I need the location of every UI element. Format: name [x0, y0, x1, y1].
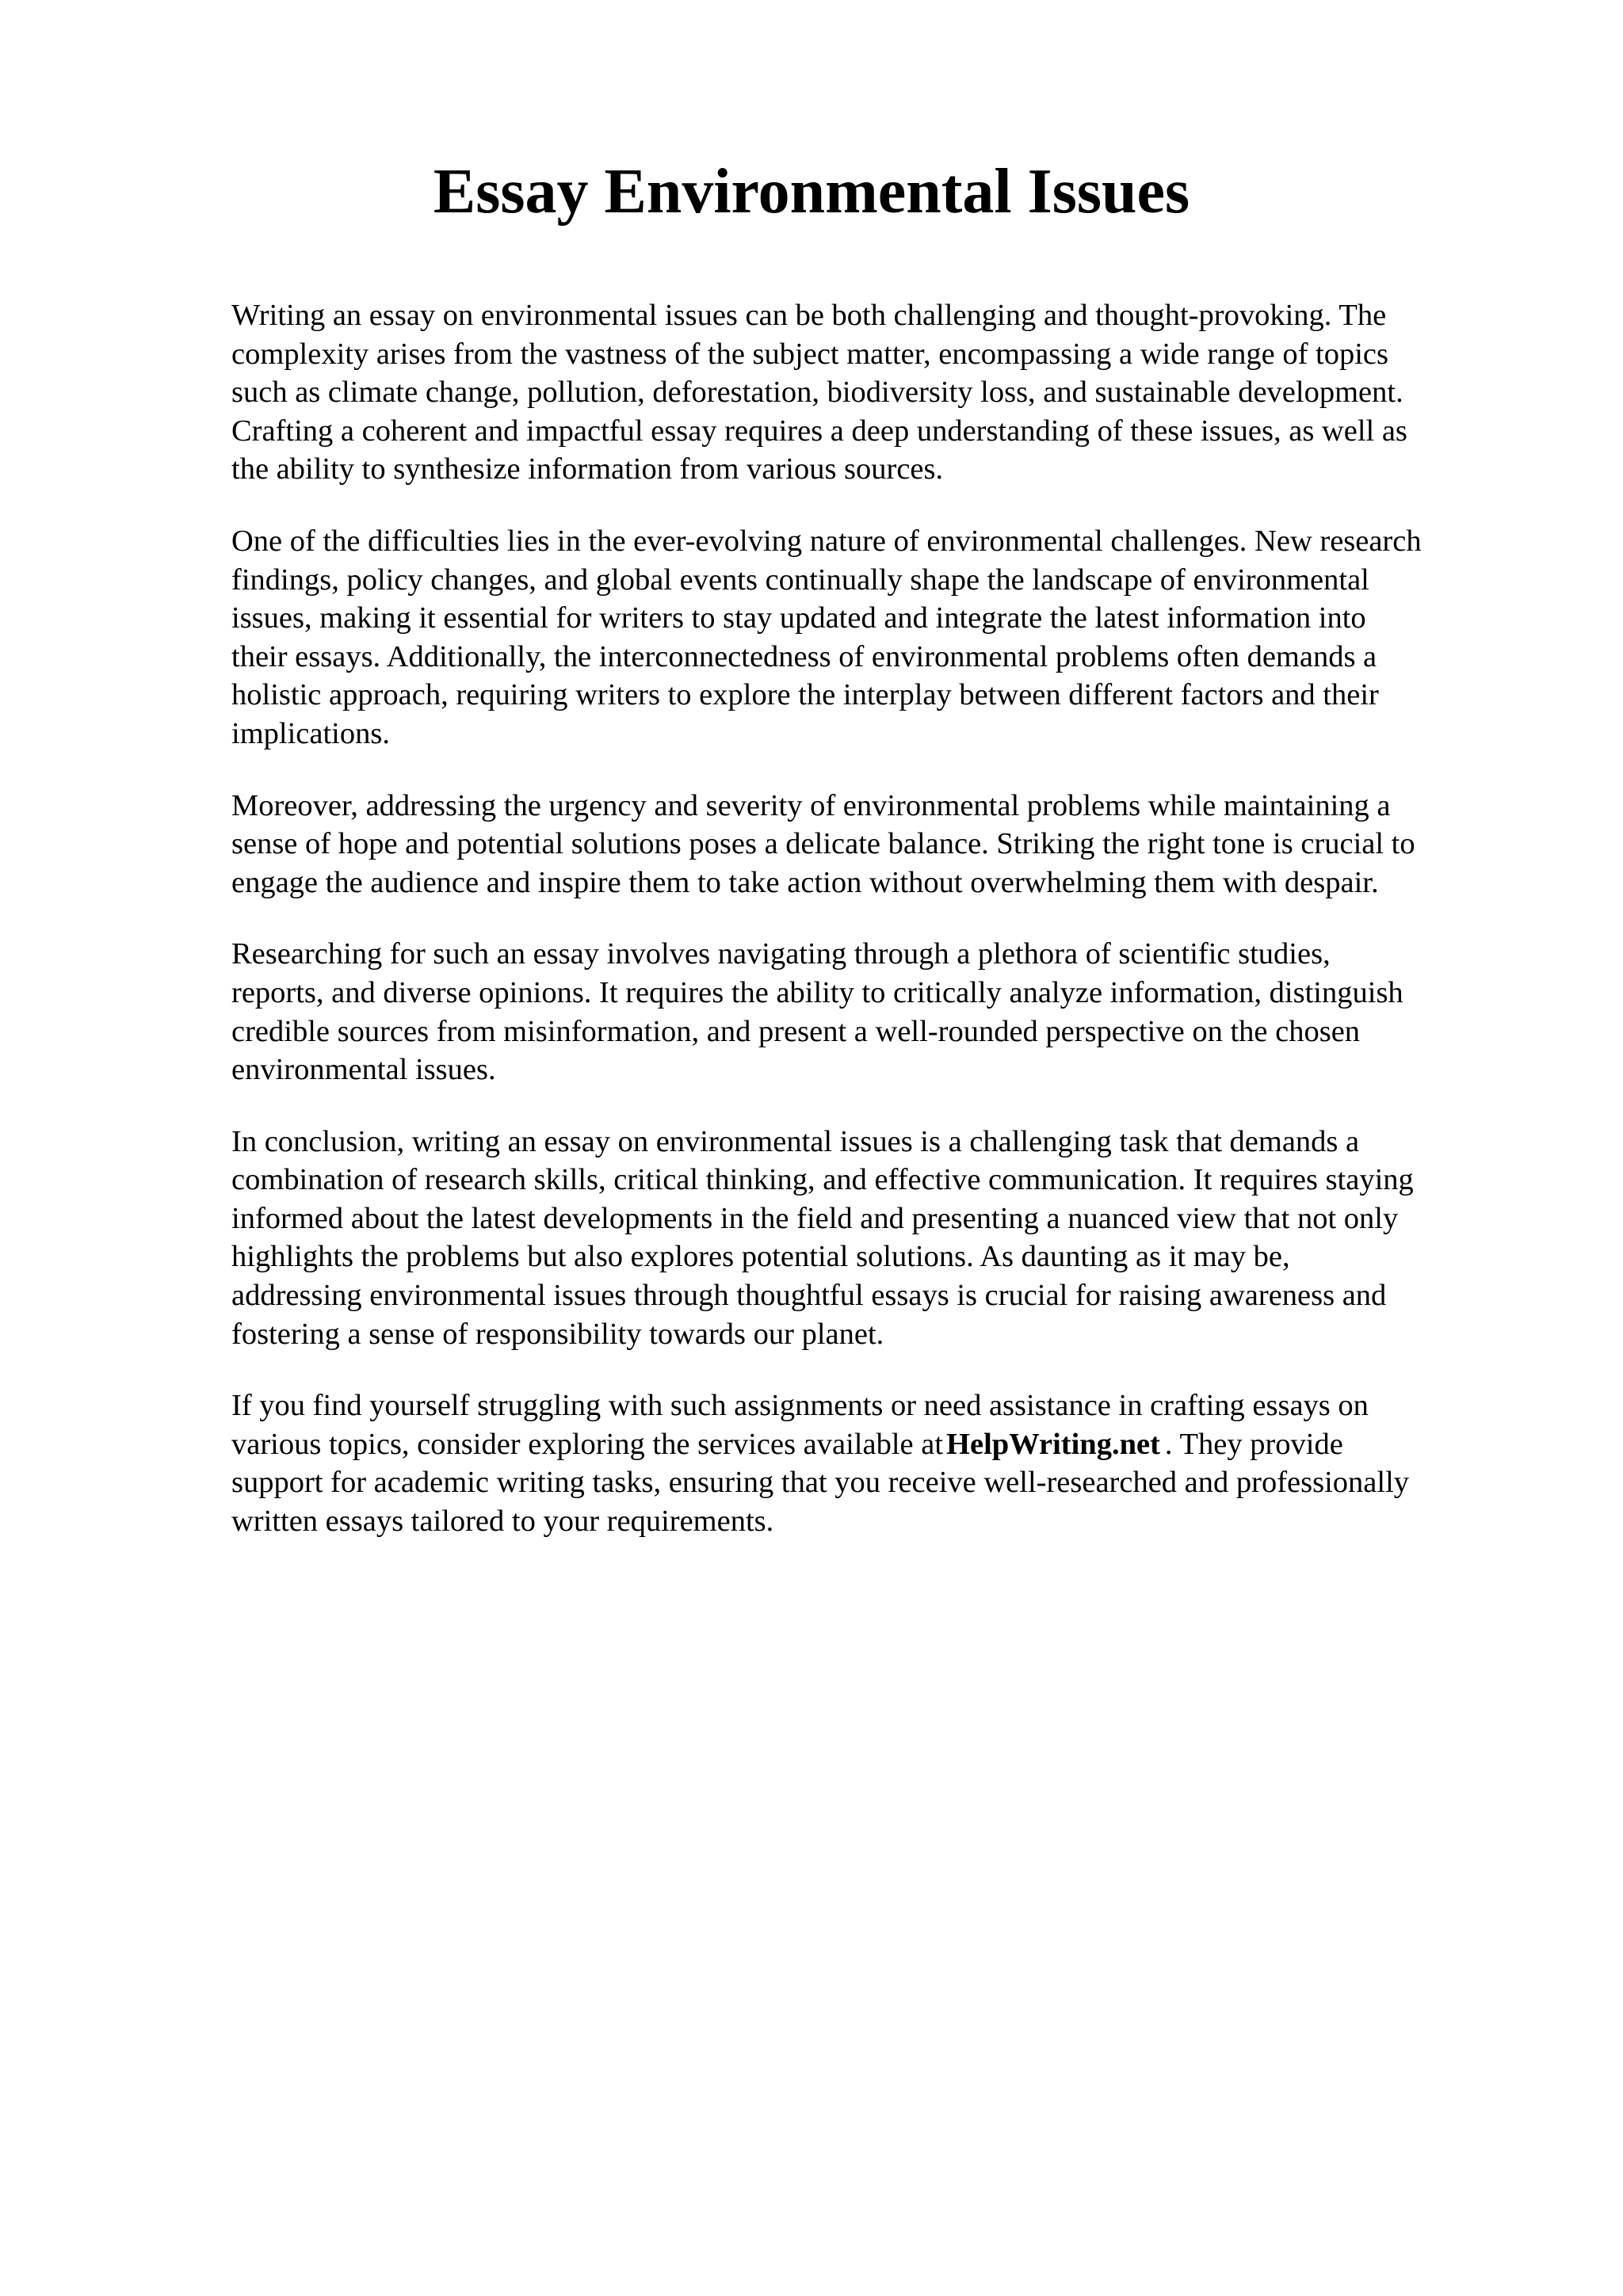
- text-line: reports, and diverse opinions. It requires the ability to critically analyze information, distinguish: [231, 975, 1403, 1009]
- paragraph-6: [231, 1386, 1515, 1540]
- text-line: the ability to synthesize information from various sources.: [231, 452, 944, 486]
- text-line: In conclusion, writing an essay on environmental issues is a challenging task that demands a: [231, 1124, 1360, 1158]
- text-line: Researching for such an essay involves navigating through a plethora of scientific studies,: [231, 937, 1331, 971]
- text-line: such as climate change, pollution, deforestation, biodiversity loss, and sustainable development.: [231, 376, 1403, 410]
- paragraph-3: [231, 787, 1515, 902]
- text-line: implications.: [231, 716, 390, 750]
- text-line: addressing environmental issues through thoughtful essays is crucial for raising awareness and: [231, 1279, 1387, 1313]
- text-segment: . They provide: [1164, 1427, 1343, 1461]
- text-line: holistic approach, requiring writers to explore the interplay between different factors and their: [231, 678, 1379, 712]
- text-line: support for academic writing tasks, ensuring that you receive well-researched and professionally: [231, 1466, 1410, 1500]
- paragraph-2: [231, 522, 1515, 753]
- text-line: Writing an essay on environmental issues can be both challenging and thought-provoking. The: [231, 299, 1387, 332]
- essay-body: [231, 296, 1515, 1574]
- text-line: One of the difficulties lies in the ever-evolving nature of environmental challenges. New research: [231, 524, 1422, 558]
- text-line: sense of hope and potential solutions poses a delicate balance. Striking the right tone is crucial to: [231, 827, 1415, 861]
- text-line: Moreover, addressing the urgency and severity of environmental problems while maintaining a: [231, 788, 1391, 822]
- text-line-with-link: [231, 1425, 1515, 1464]
- paragraph-1: [231, 296, 1515, 489]
- paragraph-4: [231, 935, 1515, 1089]
- text-line: If you find yourself struggling with such assignments or need assistance in crafting essays on: [231, 1389, 1369, 1423]
- text-line: credible sources from misinformation, and present a well-rounded perspective on the chosen: [231, 1014, 1361, 1048]
- text-line: written essays tailored to your requirements.: [231, 1505, 774, 1539]
- text-line: informed about the latest developments in the field and presenting a nuanced view that not only: [231, 1201, 1399, 1235]
- text-line: issues, making it essential for writers to stay updated and integrate the latest information into: [231, 601, 1366, 635]
- helpwriting-link[interactable]: HelpWriting.net: [946, 1427, 1160, 1461]
- essay-title: Essay Environmental Issues: [433, 157, 1190, 227]
- paragraph-5: [231, 1123, 1515, 1354]
- text-line: their essays. Additionally, the interconnectedness of environmental problems often demands a: [231, 639, 1377, 673]
- text-line: highlights the problems but also explores potential solutions. As daunting as it may be,: [231, 1240, 1290, 1274]
- text-line: environmental issues.: [231, 1053, 496, 1087]
- text-line: engage the audience and inspire them to take action without overwhelming them with despair.: [231, 865, 1379, 899]
- text-line: combination of research skills, critical thinking, and effective communication. It requires staying: [231, 1163, 1414, 1197]
- text-line: Crafting a coherent and impactful essay requires a deep understanding of these issues, as well as: [231, 414, 1407, 448]
- text-line: complexity arises from the vastness of the subject matter, encompassing a wide range of topics: [231, 337, 1388, 371]
- text-segment: various topics, consider exploring the services available at: [231, 1427, 944, 1461]
- text-line: fostering a sense of responsibility towards our planet.: [231, 1317, 884, 1351]
- text-line: findings, policy changes, and global events continually shape the landscape of environmental: [231, 563, 1369, 597]
